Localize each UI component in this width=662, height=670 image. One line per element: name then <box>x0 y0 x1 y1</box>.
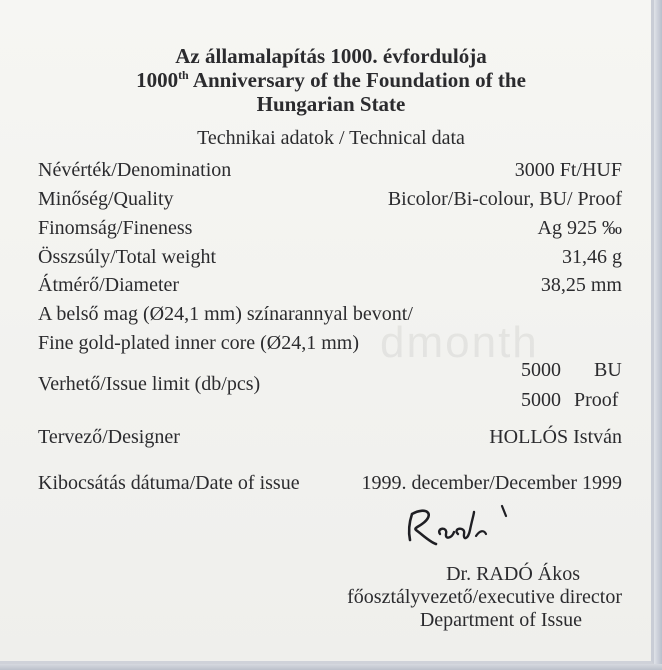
title-english-rest: Anniversary of the Foundation of the <box>188 68 526 92</box>
designer-label: Tervező/Designer <box>38 426 180 448</box>
spec-label: Névérték/Denomination <box>38 159 232 181</box>
spec-label: Finomság/Fineness <box>38 217 193 239</box>
spec-value: Ag 925 ‰ <box>537 217 622 239</box>
card-right-edge <box>654 0 662 670</box>
spec-value: 31,46 g <box>562 246 622 268</box>
card-bottom-edge <box>0 664 662 670</box>
spec-label: Átmérő/Diameter <box>38 274 180 296</box>
spec-value: Bicolor/Bi-colour, BU/ Proof <box>387 188 622 210</box>
issue-limit-kind: BU <box>594 359 622 381</box>
spec-label: Összsúly/Total weight <box>38 246 217 268</box>
issue-limit-count: 5000 <box>521 389 561 411</box>
title-english-line2: Hungarian State <box>256 92 406 116</box>
watermark: dmonth <box>380 318 539 367</box>
technical-data-heading: Technikai adatok / Technical data <box>197 127 465 149</box>
core-note-hungarian: A belső mag (Ø24,1 mm) színarannyal bevont/ <box>38 303 413 325</box>
issue-date-value: 1999. december/December 1999 <box>361 472 622 494</box>
issue-limit-kind: Proof <box>574 389 619 411</box>
title-hungarian: Az államalapítás 1000. évfordulója <box>175 44 487 68</box>
issue-limit-label: Verhető/Issue limit (db/pcs) <box>38 373 261 395</box>
signatory-department: Department of Issue <box>419 609 582 631</box>
title-english-ordinal: th <box>178 68 189 82</box>
title-english-number: 1000 <box>136 68 179 92</box>
issue-limit-count: 5000 <box>521 359 561 381</box>
issue-date-label: Kibocsátás dátuma/Date of issue <box>38 472 300 494</box>
spec-value: 38,25 mm <box>540 274 622 296</box>
signatory-block <box>290 0 622 664</box>
signatory-name: Dr. RADÓ Ákos <box>446 563 580 585</box>
signatory-title: főosztályvezető/executive director <box>347 586 622 608</box>
spec-label: Minőség/Quality <box>38 188 174 210</box>
spec-value: 3000 Ft/HUF <box>514 159 622 181</box>
designer-value: HOLLÓS István <box>489 426 622 448</box>
core-note-english: Fine gold-plated inner core (Ø24,1 mm) <box>38 332 360 354</box>
